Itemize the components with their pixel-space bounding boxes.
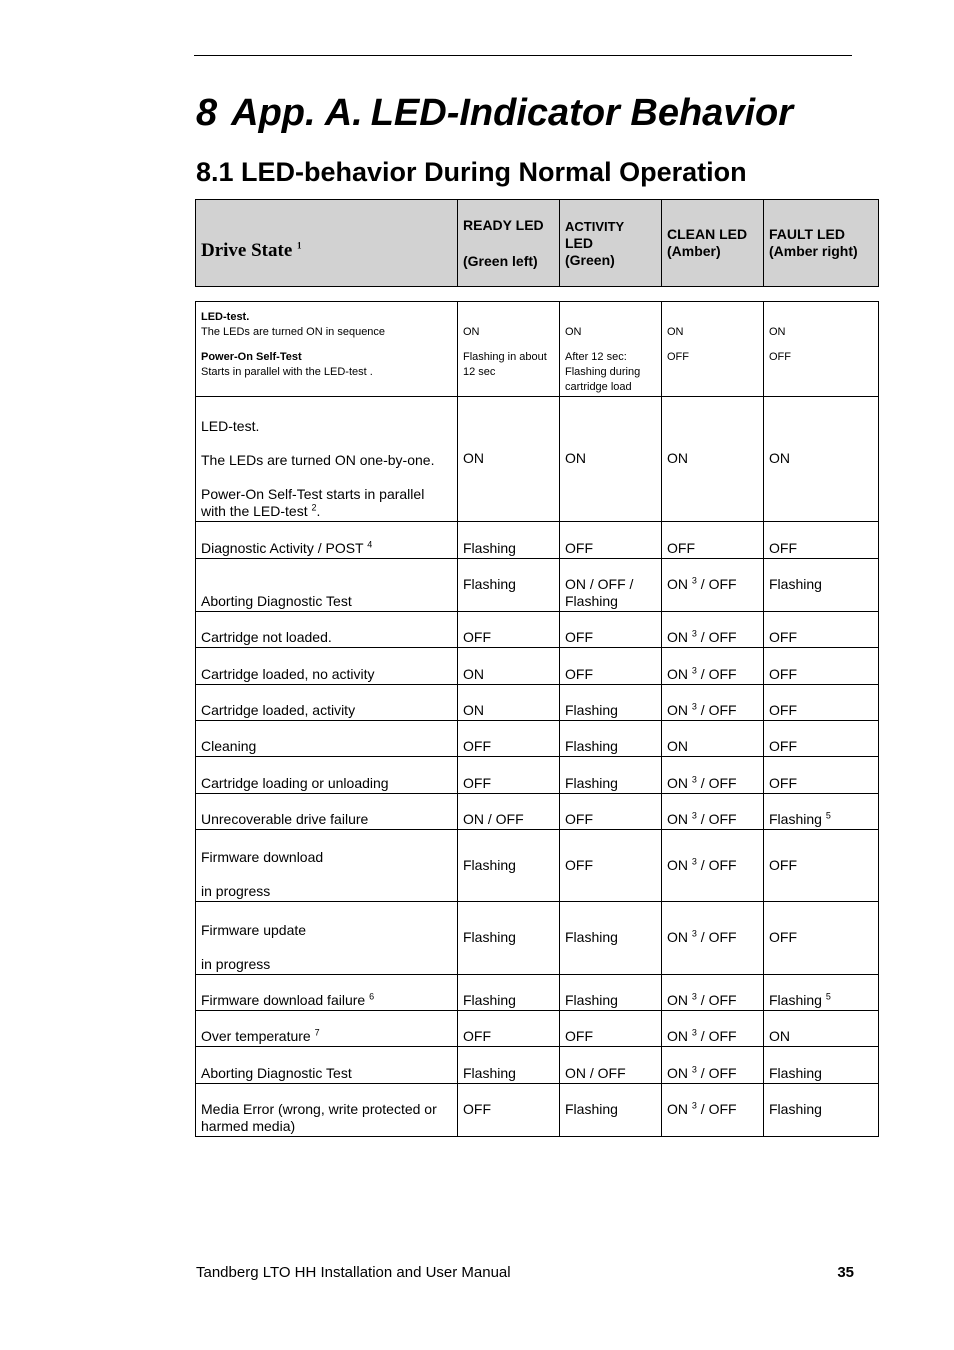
value: Flashing: [565, 738, 618, 754]
value: ON: [667, 1101, 688, 1117]
value: .: [316, 503, 321, 519]
cell-clean: [662, 830, 764, 902]
chapter-number: 8: [196, 92, 218, 134]
state-label: Aborting Diagnostic Test: [201, 593, 352, 609]
cell-clean: [662, 302, 764, 397]
cell-clean: [662, 757, 764, 794]
led-test-desc: The LEDs are turned ON in sequence: [201, 326, 386, 338]
cell-ready: [458, 685, 560, 721]
activity-label-3: (Green): [565, 251, 615, 268]
cell-activity: [560, 685, 662, 721]
header-fault-led: [764, 200, 879, 287]
value: Flashing: [565, 775, 618, 791]
activity-label-1: ACTIVITY: [565, 218, 625, 234]
cell-state: [196, 648, 458, 685]
value: ON: [667, 775, 688, 791]
value: / OFF: [696, 1065, 737, 1081]
value: ON: [667, 702, 688, 718]
cell-fault: [764, 975, 879, 1011]
table-row: [196, 1084, 879, 1137]
fault-led-color: (Amber right): [769, 243, 858, 259]
table-row: [196, 302, 879, 397]
cell-activity: [560, 975, 662, 1011]
state-label: Unrecoverable drive failure: [201, 811, 369, 827]
state-label: in progress: [201, 956, 271, 972]
cell-state: [196, 975, 458, 1011]
state-label: Cartridge loaded, activity: [201, 702, 356, 718]
cell-activity: [560, 302, 662, 397]
value: OFF: [667, 351, 689, 363]
cell-state: [196, 1084, 458, 1137]
cell-ready: [458, 830, 560, 902]
cell-ready: [458, 794, 560, 830]
value: OFF: [769, 856, 797, 873]
cell-activity: [560, 612, 662, 648]
table-row: [196, 685, 879, 721]
value: Power-On Self-Test starts in parallel with the LED-test: [201, 486, 425, 519]
value: Flashing: [463, 929, 516, 945]
cell-activity: [560, 830, 662, 902]
value: ON: [769, 326, 786, 338]
footnote-ref: 4: [367, 539, 373, 550]
cell-ready: [458, 612, 560, 648]
state-label: Cleaning: [201, 738, 257, 754]
footnote-ref: 3: [691, 1064, 697, 1075]
table-row: [196, 648, 879, 685]
value: OFF: [565, 1028, 593, 1044]
value: OFF: [769, 929, 797, 945]
value: ON: [667, 811, 688, 827]
footnote-ref: 5: [825, 991, 831, 1002]
value: Flashing: [769, 1101, 822, 1117]
post-title: Power-On Self-Test: [201, 351, 302, 363]
value: Flashing: [769, 1065, 822, 1081]
cell-fault: [764, 522, 879, 559]
cell-activity: ON: [560, 397, 662, 522]
value: OFF: [565, 629, 593, 645]
value: ON / OFF: [463, 811, 524, 827]
post-desc: Starts in parallel with the LED-test .: [201, 366, 373, 378]
value: OFF: [769, 666, 797, 682]
cell-fault: [764, 302, 879, 397]
cell-fault: [764, 830, 879, 902]
footnote-ref: 3: [691, 665, 697, 676]
value: Flashing: [463, 856, 516, 873]
clean-led-label: CLEAN LED: [667, 226, 748, 242]
value: OFF: [769, 775, 797, 791]
footnote-ref: 6: [369, 991, 375, 1002]
value: OFF: [463, 1101, 491, 1117]
value: OFF: [565, 540, 593, 556]
value: ON: [667, 629, 688, 645]
value: / OFF: [696, 929, 737, 945]
cell-state: [196, 757, 458, 794]
cell-activity: [560, 721, 662, 757]
value: OFF: [769, 702, 797, 718]
cell-fault: [764, 721, 879, 757]
cell-activity: [560, 522, 662, 559]
value: OFF: [565, 856, 593, 873]
cell-ready: [458, 648, 560, 685]
value: / OFF: [696, 1028, 737, 1044]
value: / OFF: [696, 702, 737, 718]
value: OFF: [769, 738, 797, 754]
state-label: Firmware download: [201, 849, 324, 865]
value: Flashing: [463, 540, 516, 556]
cell-fault: [764, 902, 879, 975]
cell-clean: [662, 794, 764, 830]
value: / OFF: [696, 576, 737, 592]
value: ON / OFF: [565, 1065, 626, 1081]
header-ready-led: [458, 200, 560, 287]
cell-clean: [662, 1047, 764, 1084]
value: Flashing: [565, 992, 618, 1008]
clean-led-color: (Amber): [667, 243, 721, 259]
cell-state: [196, 721, 458, 757]
cell-activity: [560, 1011, 662, 1047]
value: ON: [463, 326, 480, 338]
value: / OFF: [696, 666, 737, 682]
activity-label-2: LED: [565, 234, 593, 251]
footnote-ref: 3: [691, 928, 697, 939]
header-drive-state: [196, 200, 458, 287]
footnote-ref: 7: [314, 1027, 320, 1038]
header-activity-led: [560, 200, 662, 287]
table-row: [196, 1011, 879, 1047]
cell-fault: [764, 559, 879, 612]
cell-fault: [764, 757, 879, 794]
value: ON: [667, 326, 684, 338]
value: OFF: [463, 629, 491, 645]
cell-state: [196, 302, 458, 397]
footnote-ref: 3: [691, 701, 697, 712]
cell-clean: [662, 902, 764, 975]
table-row: [196, 559, 879, 612]
led-behavior-table: [195, 301, 879, 1137]
value: ON: [667, 666, 688, 682]
drive-state-label: Drive State: [201, 239, 293, 261]
value: Flashing: [565, 702, 618, 718]
value: OFF: [463, 1028, 491, 1044]
cell-state: [196, 612, 458, 648]
cell-state: [196, 830, 458, 902]
table-row: [196, 830, 879, 902]
value: LED-test.: [201, 418, 260, 434]
cell-ready: [458, 902, 560, 975]
cell-ready: [458, 1084, 560, 1137]
table-row: [196, 757, 879, 794]
ready-led-color: (Green left): [463, 252, 538, 269]
value: Flashing in about 12 sec: [463, 351, 547, 378]
cell-ready: [458, 975, 560, 1011]
cell-state: [196, 902, 458, 975]
value: OFF: [565, 811, 593, 827]
footnote-ref: 3: [691, 991, 697, 1002]
state-label: Aborting Diagnostic Test: [201, 1065, 352, 1081]
value: ON: [565, 326, 582, 338]
state-label: Firmware download failure: [201, 992, 366, 1008]
table-row: [196, 397, 879, 522]
value: / OFF: [696, 811, 737, 827]
value: ON: [463, 666, 484, 682]
cell-fault: [764, 794, 879, 830]
cell-state: [196, 794, 458, 830]
cell-state: [196, 1047, 458, 1084]
value: ON: [667, 856, 688, 873]
cell-activity: [560, 794, 662, 830]
value: / OFF: [696, 629, 737, 645]
table-row: [196, 1047, 879, 1084]
value: ON: [463, 702, 484, 718]
value: OFF: [769, 629, 797, 645]
footnote-ref: 3: [691, 855, 697, 866]
value: The LEDs are turned ON one-by-one.: [201, 452, 435, 468]
footnote-ref: 3: [691, 774, 697, 785]
cell-fault: [764, 685, 879, 721]
led-header-table: [195, 199, 879, 287]
cell-fault: [764, 612, 879, 648]
state-label: in progress: [201, 883, 271, 899]
value: / OFF: [696, 992, 737, 1008]
page-number: 35: [837, 1264, 854, 1281]
cell-activity: [560, 757, 662, 794]
footer-title: Tandberg LTO HH Installation and User Manual: [196, 1264, 511, 1281]
state-label: Cartridge loaded, no activity: [201, 666, 375, 682]
value: OFF: [769, 351, 791, 363]
table-row: [196, 721, 879, 757]
footnote-ref: 3: [691, 575, 697, 586]
value: ON: [667, 738, 688, 754]
value: / OFF: [696, 856, 737, 873]
footnote-ref: 3: [691, 810, 697, 821]
cell-clean: [662, 1084, 764, 1137]
state-label: Diagnostic Activity / POST: [201, 540, 364, 556]
state-label: Cartridge not loaded.: [201, 629, 332, 645]
value: ON / OFF / Flashing: [565, 576, 634, 609]
value: Flashing: [769, 811, 822, 827]
value: Flashing: [769, 576, 822, 592]
value: After 12 sec: Flashing during cartridge load: [565, 351, 641, 393]
cell-ready: ON: [458, 397, 560, 522]
state-label: Firmware update: [201, 922, 307, 938]
led-test-title: LED-test.: [201, 311, 250, 323]
table-row: [196, 612, 879, 648]
value: Flashing: [463, 576, 516, 592]
cell-fault: [764, 648, 879, 685]
cell-clean: ON: [662, 397, 764, 522]
header-rule: [194, 55, 852, 56]
cell-ready: [458, 757, 560, 794]
chapter-prefix: App. A.: [231, 92, 363, 134]
value: OFF: [667, 540, 695, 556]
cell-activity: [560, 559, 662, 612]
value: ON: [667, 1065, 688, 1081]
footnote-ref: 2: [311, 502, 317, 513]
cell-ready: [458, 559, 560, 612]
cell-ready: [458, 1011, 560, 1047]
value: / OFF: [696, 775, 737, 791]
fault-led-label: FAULT LED: [769, 226, 845, 242]
cell-ready: [458, 302, 560, 397]
table-row: [196, 522, 879, 559]
value: Flashing: [769, 992, 822, 1008]
cell-ready: [458, 721, 560, 757]
footnote-ref: 3: [691, 1100, 697, 1111]
ready-led-label: READY LED: [463, 216, 544, 233]
value: OFF: [463, 775, 491, 791]
header-row: [196, 200, 879, 287]
value: Flashing: [565, 929, 618, 945]
value: OFF: [769, 540, 797, 556]
cell-clean: [662, 612, 764, 648]
cell-clean: [662, 559, 764, 612]
footnote-ref: 3: [691, 1027, 697, 1038]
cell-state: [196, 397, 458, 522]
value: ON: [667, 929, 688, 945]
value: OFF: [463, 738, 491, 754]
cell-state: [196, 559, 458, 612]
cell-fault: [764, 1084, 879, 1137]
section-heading: 8.1 LED-behavior During Normal Operation: [196, 157, 747, 187]
cell-state: [196, 1011, 458, 1047]
footnote-ref: 1: [297, 240, 302, 251]
state-label: Cartridge loading or unloading: [201, 775, 389, 791]
state-label: Over temperature: [201, 1028, 311, 1044]
cell-clean: [662, 721, 764, 757]
cell-clean: [662, 648, 764, 685]
cell-activity: [560, 902, 662, 975]
cell-activity: [560, 1084, 662, 1137]
cell-fault: ON: [764, 397, 879, 522]
value: / OFF: [696, 1101, 737, 1117]
cell-fault: [764, 1011, 879, 1047]
cell-ready: [458, 1047, 560, 1084]
value: Flashing: [463, 1065, 516, 1081]
state-label: Media Error (wrong, write protected or harmed media): [201, 1101, 437, 1134]
cell-clean: [662, 975, 764, 1011]
chapter-title: LED-Indicator Behavior: [370, 92, 794, 134]
cell-activity: [560, 1047, 662, 1084]
value: Flashing: [463, 992, 516, 1008]
footnote-ref: 5: [825, 810, 831, 821]
cell-fault: [764, 1047, 879, 1084]
table-row: [196, 794, 879, 830]
cell-clean: [662, 685, 764, 721]
value: OFF: [565, 666, 593, 682]
cell-clean: [662, 1011, 764, 1047]
cell-activity: [560, 648, 662, 685]
cell-state: [196, 522, 458, 559]
value: ON: [769, 1028, 790, 1044]
value: ON: [667, 992, 688, 1008]
cell-state: [196, 685, 458, 721]
table-row: [196, 975, 879, 1011]
cell-clean: [662, 522, 764, 559]
header-clean-led: [662, 200, 764, 287]
footnote-ref: 3: [691, 628, 697, 639]
value: Flashing: [565, 1101, 618, 1117]
value: ON: [667, 1028, 688, 1044]
cell-ready: [458, 522, 560, 559]
table-row: [196, 902, 879, 975]
value: ON: [667, 576, 688, 592]
chapter-heading: [196, 90, 793, 136]
